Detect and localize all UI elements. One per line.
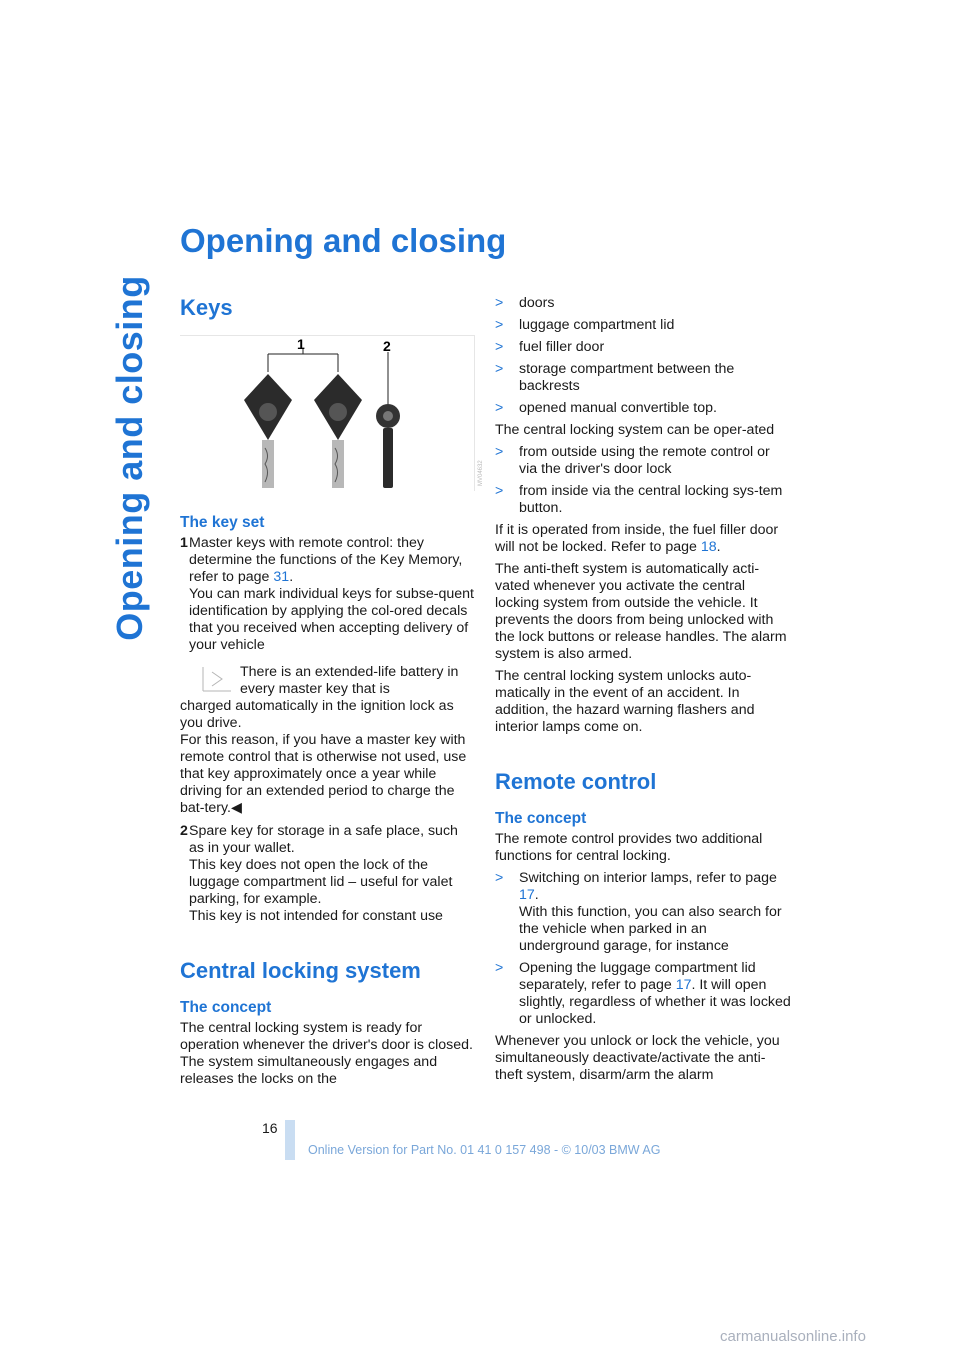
bullet-arrow-icon: > — [495, 960, 504, 976]
item-text: Spare key for storage in a safe place, such as in your wallet. — [189, 823, 458, 856]
list-item — [495, 400, 791, 417]
note-text: charged automatically in the ignition lock as you drive. — [180, 698, 454, 731]
paragraph: Whenever you unlock or lock the vehicle, you simultaneously deactivate/activate the anti-theft system, disarm/arm the alarm — [495, 1033, 780, 1083]
side-tab — [100, 228, 160, 688]
remote-concept-heading: The concept — [495, 810, 587, 827]
list-item — [495, 295, 791, 312]
footer-text: Online Version for Part No. 01 41 0 157 498 - © 10/03 BMW AG — [308, 1143, 661, 1157]
page-title: Opening and closing — [180, 222, 507, 259]
paragraph-text: . — [716, 539, 721, 555]
bullet-arrow-icon: > — [495, 870, 504, 886]
remote-control-heading: Remote control — [495, 769, 657, 794]
list-item-text: storage compartment between the backrests — [519, 361, 735, 394]
paragraph: The remote control provides two additional functions for central locking. — [495, 831, 763, 864]
paragraph — [495, 522, 791, 556]
paragraph-text: If it is operated from inside, the fuel filler door will not be locked. Refer to page — [495, 522, 779, 555]
end-mark: ◀ — [231, 800, 242, 816]
list-item — [495, 960, 791, 1028]
keys-illustration — [180, 336, 484, 491]
bullet-arrow-icon: > — [495, 483, 504, 499]
bullet-arrow-icon: > — [495, 339, 504, 355]
list-item — [495, 317, 791, 334]
bullet-arrow-icon: > — [495, 444, 504, 460]
figure-label-2: 2 — [383, 338, 391, 354]
page-number: 16 — [262, 1120, 278, 1136]
item-text: This key is not intended for constant use — [189, 908, 443, 924]
bullet-arrow-icon: > — [495, 361, 504, 377]
list-item — [180, 823, 476, 925]
central-concept-heading: The concept — [180, 999, 272, 1016]
item-text: . — [289, 569, 294, 585]
list-item-text: fuel filler door — [519, 339, 605, 355]
page-link[interactable]: 31 — [273, 569, 290, 585]
list-item-text: Opening the luggage compartment lid separately, refer to page — [519, 960, 756, 993]
page-link[interactable]: 18 — [700, 539, 717, 555]
keys-figure — [180, 335, 484, 491]
list-item-text: luggage compartment lid — [519, 317, 675, 333]
page-link[interactable]: 17 — [675, 977, 692, 993]
bullet-arrow-icon: > — [495, 317, 504, 333]
note-lead: There is an extended-life battery in every master key that is — [240, 664, 459, 697]
list-item — [495, 444, 791, 478]
paragraph: The central locking system can be oper-ated — [495, 422, 775, 438]
left-column — [180, 295, 484, 1093]
list-item — [495, 483, 791, 517]
list-item-text: Switching on interior lamps, refer to page — [519, 870, 777, 886]
figure-label-1: 1 — [297, 336, 305, 352]
list-item-text: opened manual convertible top. — [519, 400, 717, 416]
keyset-heading: The key set — [180, 514, 265, 531]
paragraph: The anti-theft system is automatically acti-vated whenever you activate the central locking system from outside the vehicle. It prevents the doors from being unlocked with the lock buttons or release handles. The alarm system is also armed. — [495, 561, 787, 662]
bullet-arrow-icon: > — [495, 400, 504, 416]
item-number: 1 — [180, 535, 188, 551]
bullet-arrow-icon: > — [495, 295, 504, 311]
paragraph: The central locking system unlocks auto-matically in the event of an accident. In addition, the hazard warning flashers and interior lamps come on. — [495, 668, 755, 735]
list-item — [495, 339, 791, 356]
list-item-text: . It will open slightly, regardless of whether it was locked or unlocked. — [519, 977, 791, 1027]
paragraph: The central locking system is ready for operation whenever the driver's door is closed. The system simultaneously engages and releases the locks on the — [180, 1020, 473, 1087]
side-tab-label: Opening and closing — [109, 275, 151, 641]
central-locking-heading: Central locking system — [180, 958, 421, 983]
list-item — [495, 870, 791, 955]
list-item — [180, 535, 476, 654]
item-text: Master keys with remote control: they determine the functions of the Key Memory, refer to page — [189, 535, 463, 585]
figure-code: MV04632 — [478, 460, 484, 486]
item-text: You can mark individual keys for subse-quent identification by applying the col-ored decals that you received when accepting delivery of your vehicle — [189, 586, 474, 653]
item-text: This key does not open the lock of the luggage compartment lid – useful for valet parking, for example. — [189, 857, 453, 907]
note-block — [180, 664, 476, 817]
item-number: 2 — [180, 823, 188, 839]
list-item-text: doors — [519, 295, 555, 311]
keys-heading: Keys — [180, 295, 233, 320]
page-link[interactable]: 17 — [519, 887, 535, 903]
list-item-text: from outside using the remote control or via the driver's door lock — [519, 444, 770, 477]
footer-bar — [285, 1120, 295, 1160]
note-arrow-icon — [202, 666, 232, 692]
list-item — [495, 361, 791, 395]
list-item-text: . — [534, 887, 539, 903]
note-text: For this reason, if you have a master key with remote control that is otherwise not used, use that key approximately once a year while driving for an extended period to charge the bat-tery. — [180, 732, 467, 816]
watermark: carmanualsonline.info — [720, 1328, 866, 1345]
right-column — [495, 295, 791, 1089]
list-item-text: from inside via the central locking sys-tem button. — [519, 483, 783, 516]
list-item-text: With this function, you can also search for the vehicle when parked in an underground garage, for instance — [519, 904, 782, 954]
